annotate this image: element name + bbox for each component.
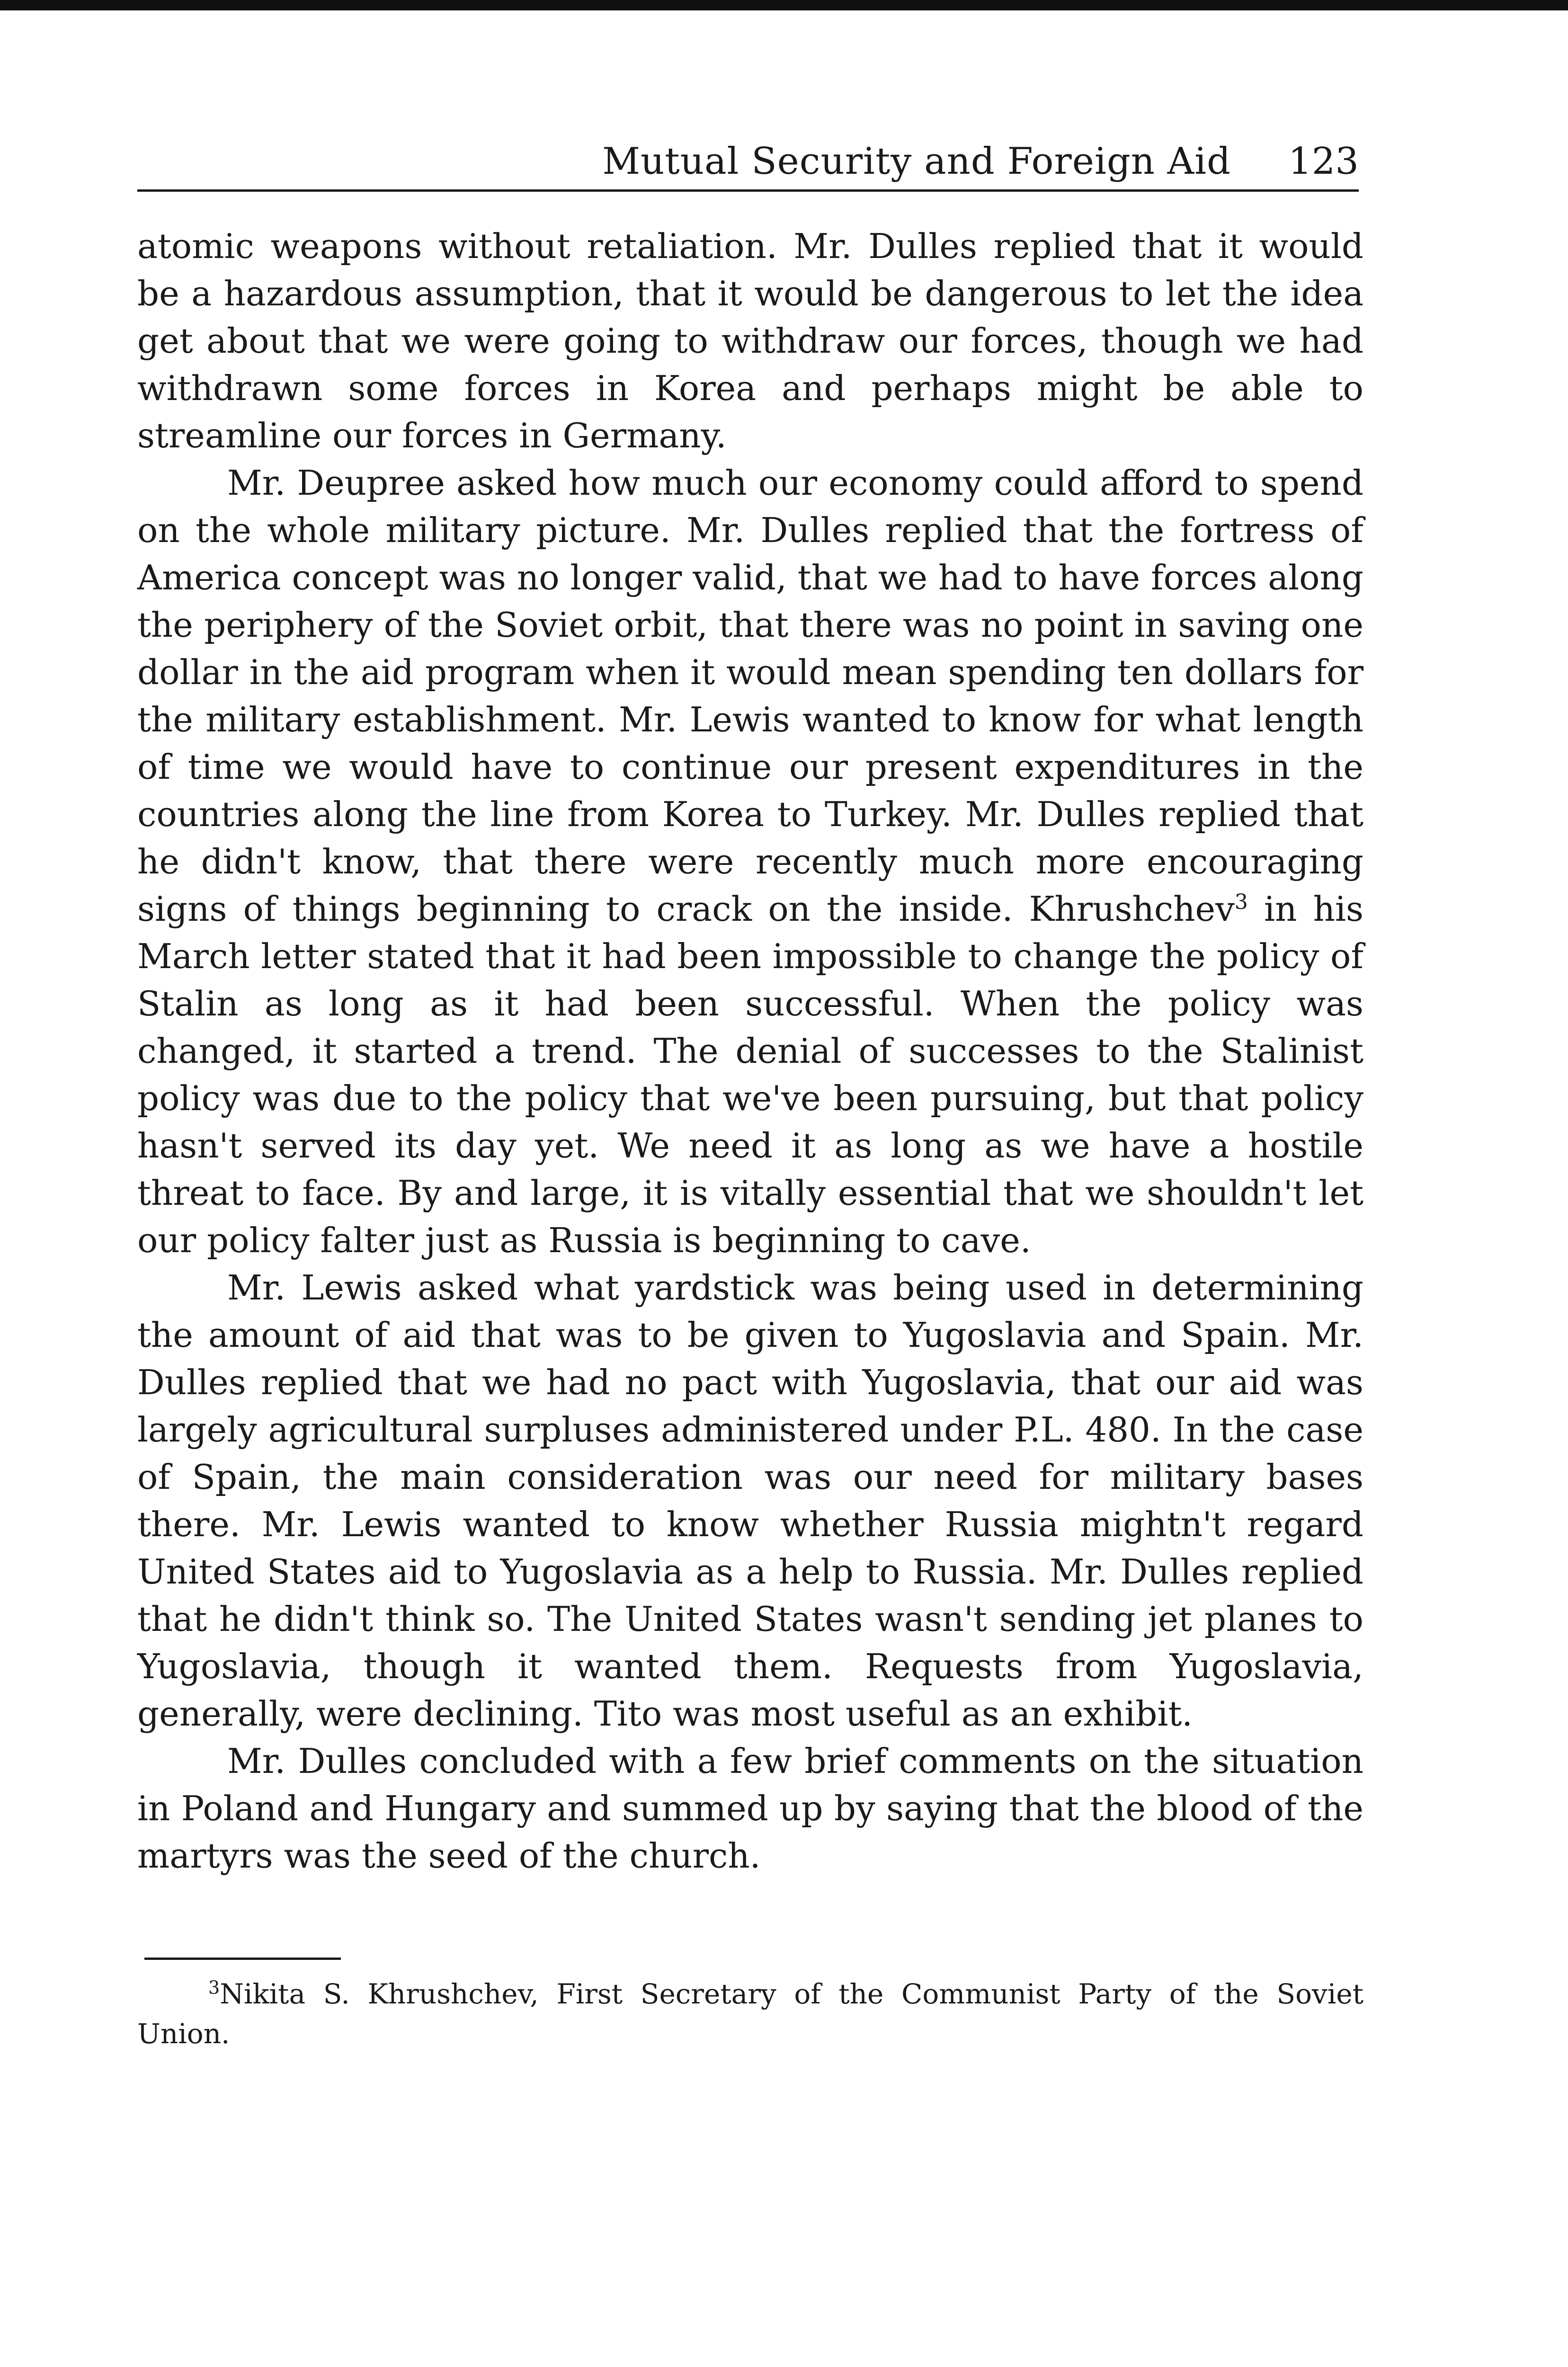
running-title: Mutual Security and Foreign Aid: [602, 140, 1231, 183]
running-header: [137, 137, 1359, 192]
page-number: 123: [1288, 140, 1359, 183]
paragraph-2-part-1: Mr. Deupree asked how much our economy could afford to spend on the whole military picture. Mr. Dulles replied that the fortress of America concept was no longer valid, that we had to have forces along the periphery of the Soviet orbit, that there was no point in saving one dollar in the aid program when it would mean spending ten dollars for the military establishment. Mr. Lewis wanted to know for what length of time we would have to continue our present expenditures in the countries along the line from Korea to Turkey. Mr. Dulles replied that he didn't know, that there were recently much more encouraging signs of things beginning to crack on the inside. Khrushchev: [137, 463, 1363, 929]
paragraph-1: atomic weapons without retaliation. Mr. Dulles replied that it would be a hazardous assumption, that it would be dangerous to let the idea get about that we were going to withdraw our forces, though we had withdrawn some forces in Korea and perhaps might be able to streamline our forces in Germany.: [137, 226, 1363, 455]
body-text: [137, 222, 1363, 1879]
footnote-marker: 3: [208, 1977, 220, 1998]
footnote-text: Nikita S. Khrushchev, First Secretary of the Communist Party of the Soviet Union.: [137, 1978, 1363, 2050]
footnote-rule: [144, 1958, 341, 1960]
paragraph-3: Mr. Lewis asked what yardstick was being used in determining the amount of aid that was to be given to Yugoslavia and Spain. Mr. Dulles replied that we had no pact with Yugoslavia, that our aid was largely agricultural surpluses administered under P.L. 480. In the case of Spain, the main consideration was our need for military bases there. Mr. Lewis wanted to know whether Russia mightn't regard United States aid to Yugoslavia as a help to Russia. Mr. Dulles replied that he didn't think so. The United States wasn't sending jet planes to Yugoslavia, though it wanted them. Requests from Yugoslavia, generally, were declining. Tito was most useful as an exhibit.: [137, 1268, 1363, 1734]
top-scan-border: [0, 0, 1568, 10]
paragraph-2: [137, 459, 1363, 1264]
paragraph-4: Mr. Dulles concluded with a few brief comments on the situation in Poland and Hungary and summed up by saying that the blood of the martyrs was the seed of the church.: [137, 1741, 1363, 1876]
footnote-reference: 3: [1234, 890, 1248, 914]
footnote: [137, 1974, 1363, 2054]
paragraph-2-part-2: in his March letter stated that it had been impossible to change the policy of Stalin as long as it had been successful. When the policy was changed, it started a trend. The denial of successes to the Stalinist policy was due to the policy that we've been pursuing, but that policy hasn't served its day yet. We need it as long as we have a hostile threat to face. By and large, it is vitally essential that we shouldn't let our policy falter just as Russia is beginning to cave.: [137, 889, 1363, 1260]
